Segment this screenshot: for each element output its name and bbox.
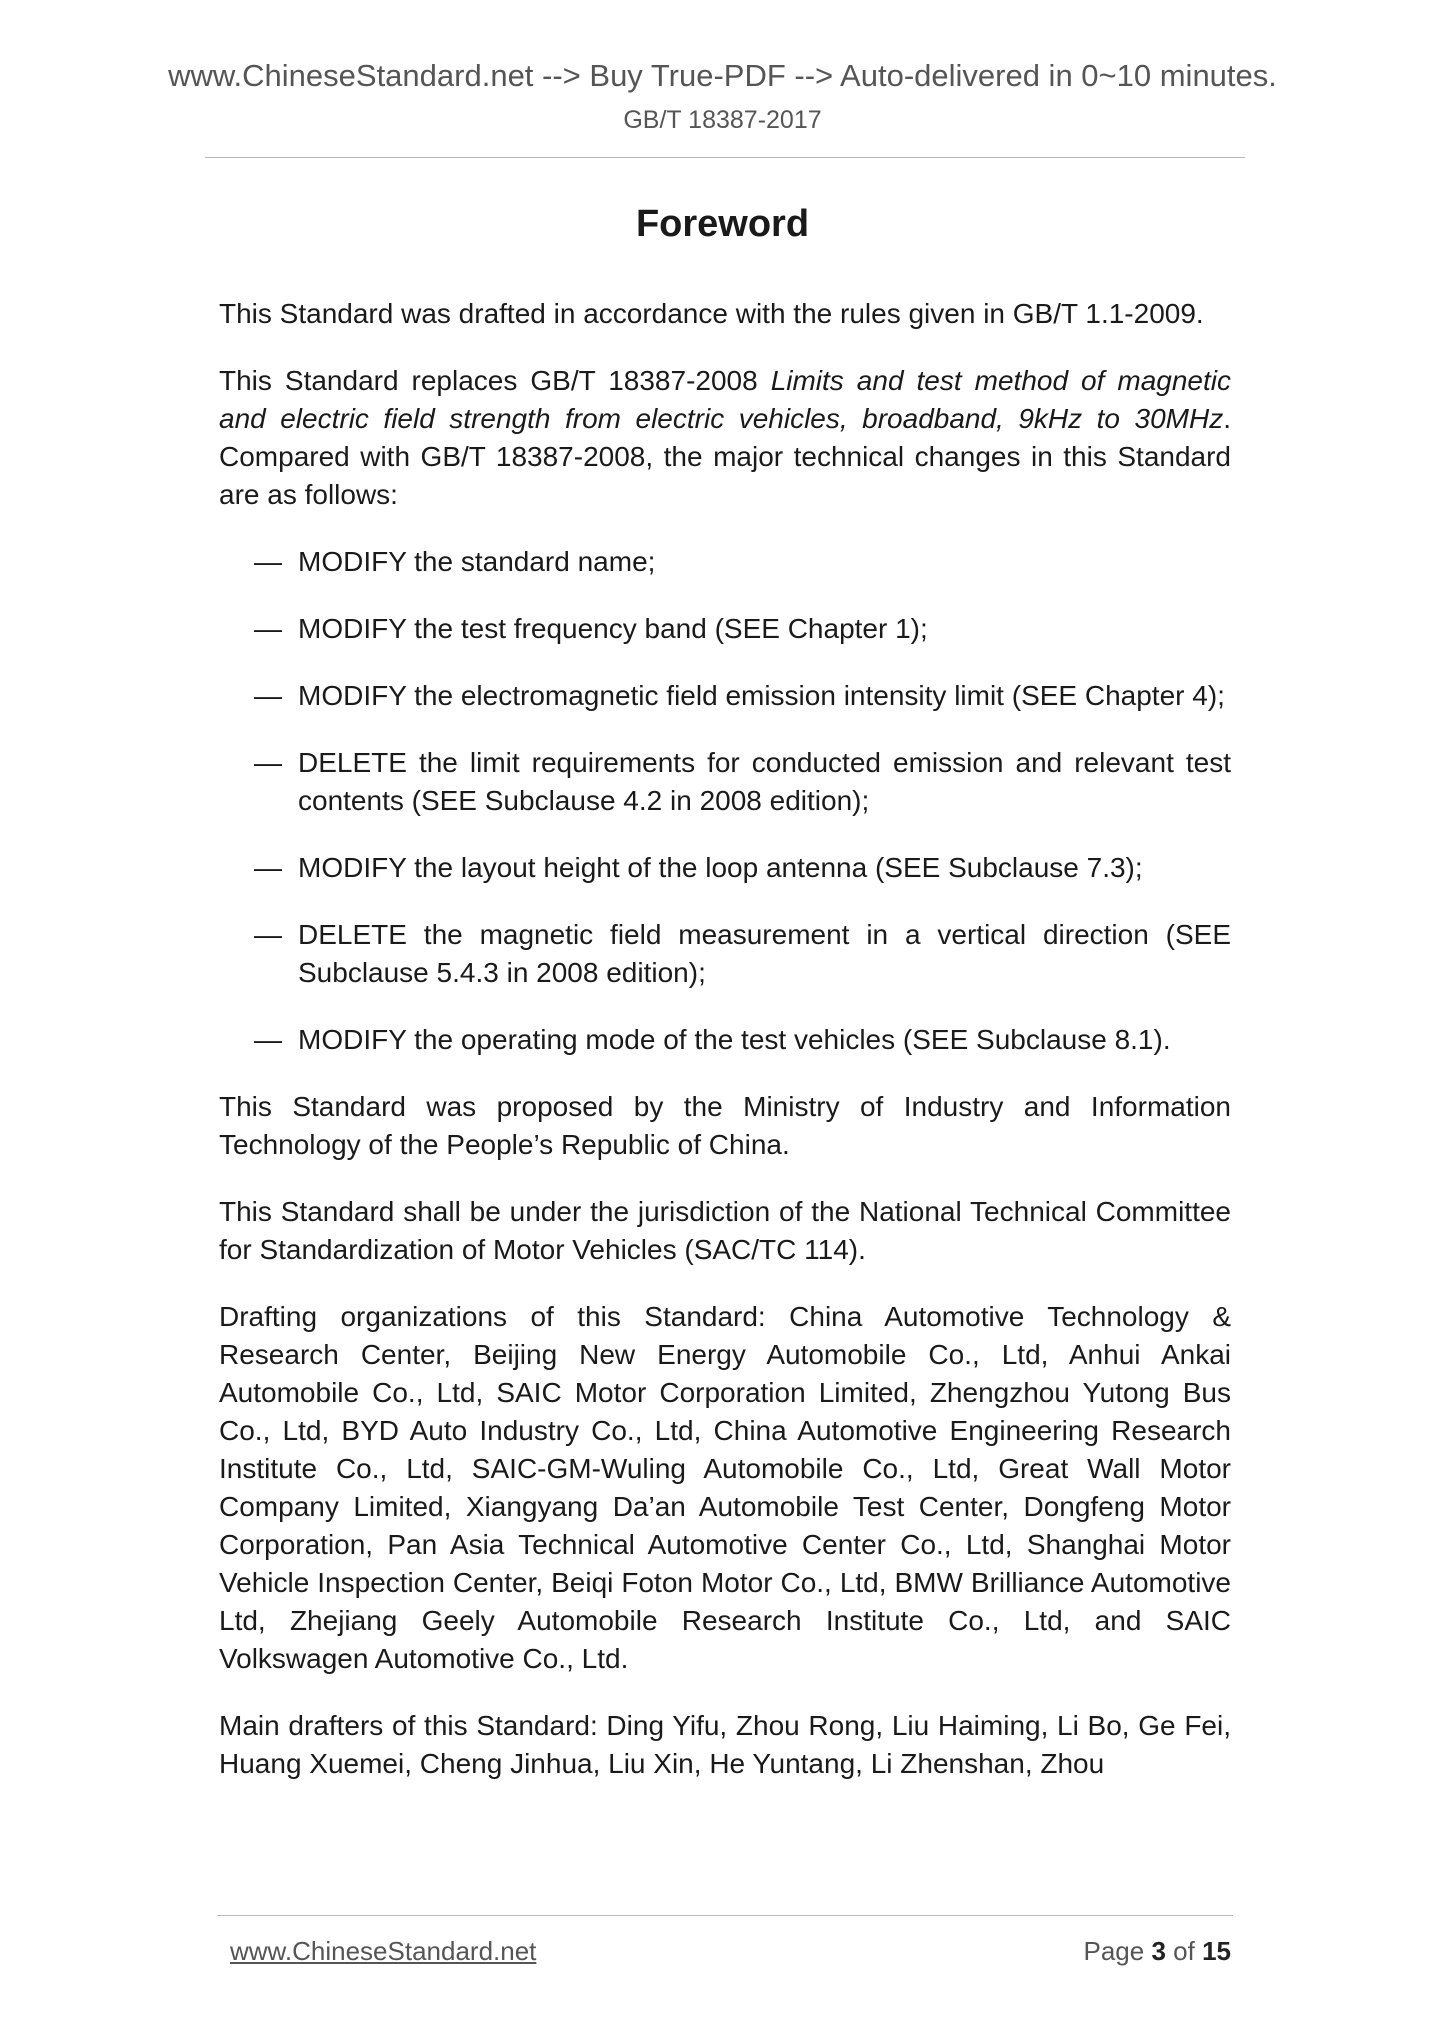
paragraph-proposed-by: This Standard was proposed by the Ministry of Industry and Information Technology of the People’s Republic of China. <box>219 1091 1231 1160</box>
bullet-dash: — <box>254 546 282 577</box>
list-item-text: MODIFY the standard name; <box>298 546 656 577</box>
bullet-dash: — <box>254 680 282 711</box>
list-item <box>219 543 1231 581</box>
list-item-text: MODIFY the operating mode of the test vehicles (SEE Subclause 8.1). <box>298 1024 1171 1055</box>
page-number <box>1083 1934 1231 1968</box>
bullet-dash: — <box>254 852 282 883</box>
footer-site-link[interactable]: www.ChineseStandard.net <box>230 1936 537 1966</box>
header-banner: www.ChineseStandard.net --> Buy True-PDF --> Auto-delivered in 0~10 minutes. <box>168 58 1277 93</box>
replaced-standard-title: Limits and test method of magnetic and electric field strength from electric vehicles, broadband, 9kHz to 30MHz <box>219 365 1232 434</box>
paragraph-jurisdiction: This Standard shall be under the jurisdiction of the National Technical Committee for Standardization of Motor Vehicles (SAC/TC 114). <box>219 1196 1231 1265</box>
list-item <box>219 744 1231 820</box>
footer-divider <box>217 1915 1233 1916</box>
paragraph-drafting-organizations: Drafting organizations of this Standard: China Automotive Technology & Research Center, Beijing New Energy Automobile Co., Ltd, Anhui Ankai Automobile Co., Ltd, SAIC Motor Corporation Limited, Zhengzhou Yutong Bus Co., Ltd, BYD Auto Industry Co., Ltd, China Automotive Engineering Research Institute Co., Ltd, SAIC-GM-Wuling Automobile Co., Ltd, Great Wall Motor Company Limited, Xiangyang Da’an Automobile Test Center, Dongfeng Motor Corporation, Pan Asia Technical Automotive Center Co., Ltd, Shanghai Motor Vehicle Inspection Center, Beiqi Foton Motor Co., Ltd, BMW Brilliance Automotive Ltd, Zhejiang Geely Automobile Research Institute Co., Ltd, and SAIC Volkswagen Automotive Co., Ltd. <box>219 1301 1231 1674</box>
list-item-text: DELETE the limit requirements for conducted emission and relevant test contents (SEE Subclause 4.2 in 2008 edition); <box>298 747 1231 816</box>
list-item-text: MODIFY the layout height of the loop antenna (SEE Subclause 7.3); <box>298 852 1143 883</box>
standard-code: GB/T 18387-2017 <box>623 106 822 134</box>
list-item-text: DELETE the magnetic field measurement in a vertical direction (SEE Subclause 5.4.3 in 2008 edition); <box>298 919 1231 988</box>
page-current: 3 <box>1151 1936 1166 1966</box>
bullet-dash: — <box>254 613 282 644</box>
bullet-dash: — <box>254 747 282 778</box>
page-total: 15 <box>1202 1936 1231 1966</box>
list-item-text: MODIFY the electromagnetic field emission intensity limit (SEE Chapter 4); <box>298 680 1225 711</box>
list-item <box>219 916 1231 992</box>
page-title: Foreword <box>635 203 810 245</box>
paragraph-main-drafters: Main drafters of this Standard: Ding Yifu, Zhou Rong, Liu Haiming, Li Bo, Ge Fei, Huang Xuemei, Cheng Jinhua, Liu Xin, He Yuntang, Li Zhenshan, Zhou <box>219 1710 1231 1779</box>
bullet-dash: — <box>254 1024 282 1055</box>
list-item <box>219 849 1231 887</box>
technical-changes-list <box>219 543 1231 1059</box>
bullet-dash: — <box>254 919 282 950</box>
list-item <box>219 610 1231 648</box>
list-item <box>219 677 1231 715</box>
paragraph-drafting-rules: This Standard was drafted in accordance with the rules given in GB/T 1.1-2009. <box>219 298 1204 329</box>
page-word: Page <box>1083 1936 1145 1966</box>
foreword-body <box>219 295 1231 1783</box>
replaces-text-continued: . Compared with GB/T 18387-2008, the major technical changes in this Standard are as follows: <box>219 403 1231 510</box>
replaces-text: This Standard replaces GB/T 18387-2008 <box>219 365 771 396</box>
list-item-text: MODIFY the test frequency band (SEE Chapter 1); <box>298 613 928 644</box>
page-of: of <box>1173 1936 1195 1966</box>
list-item <box>219 1021 1231 1059</box>
paragraph-replaces <box>219 362 1231 514</box>
header-divider <box>205 157 1245 158</box>
